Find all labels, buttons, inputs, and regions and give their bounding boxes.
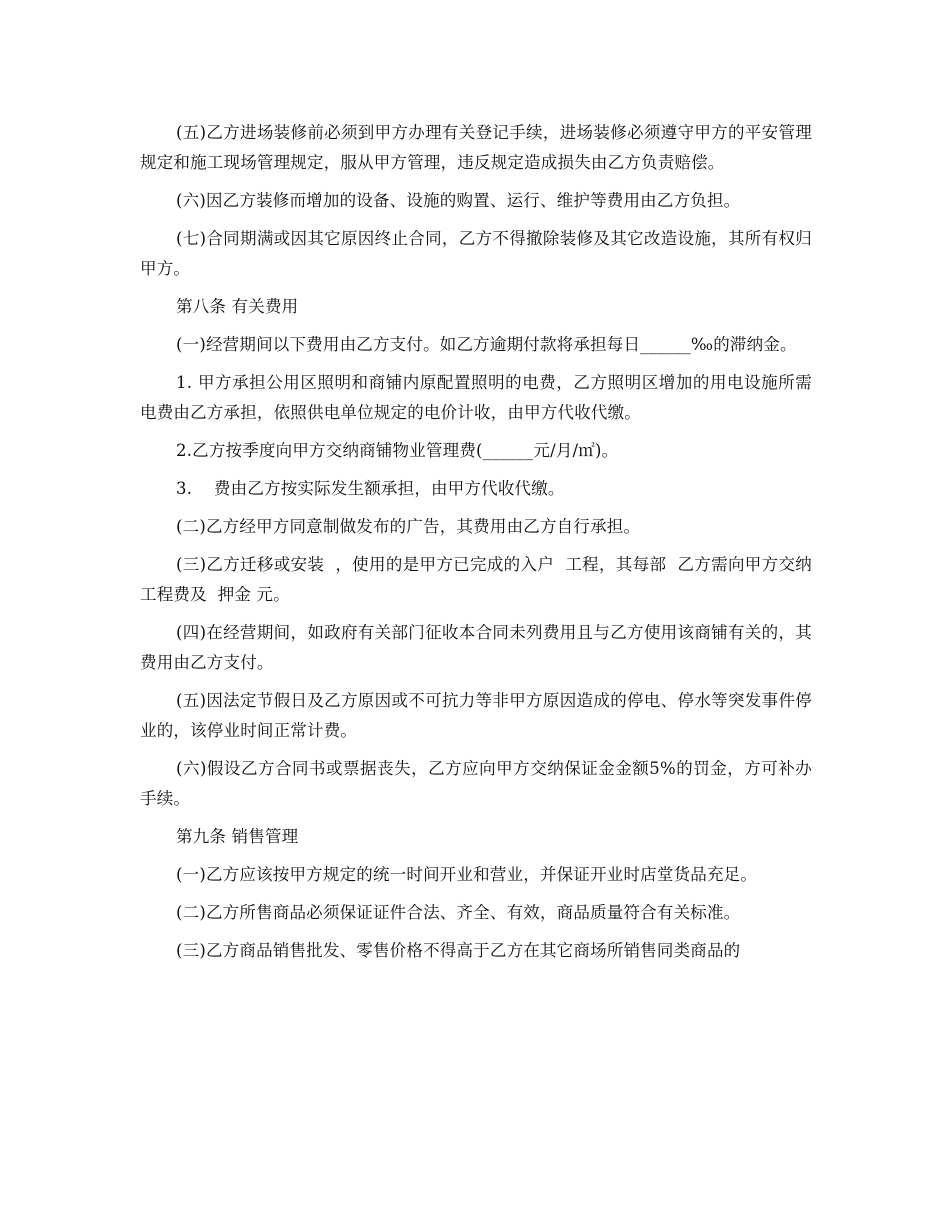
paragraph-fees-government-charges: (四)在经营期间，如政府有关部门征收本合同未列费用且与乙方使用该商铺有关的，其费用由乙方支付。	[140, 623, 812, 672]
paragraph-clause-7-renovation-ownership: (七)合同期满或因其它原因终止合同，乙方不得撤除装修及其它改造设施，其所有权归甲方。	[140, 229, 812, 278]
paragraph-fees-lost-documents: (六)假设乙方合同书或票据丧失，乙方应向甲方交纳保证金金额5%的罚金，方可补办手续。	[140, 759, 812, 808]
document-body	[140, 118, 812, 966]
section-heading-article-8: 第八条 有关费用	[176, 297, 299, 316]
paragraph-fees-item-3: 3. 费由乙方按实际发生额承担，由甲方代收代缴。	[176, 479, 565, 498]
paragraph-sales-pricing: (三)乙方商品销售批发、零售价格不得高于乙方在其它商场所销售同类商品的	[176, 941, 741, 960]
paragraph-fees-installation: (三)乙方迁移或安装 ，使用的是甲方已完成的入户 工程，其每部 乙方需向甲方交纳工程费及 押金 元。	[140, 555, 812, 604]
paragraph-sales-product-quality: (二)乙方所售商品必须保证证件合法、齐全、有效，商品质量符合有关标准。	[176, 903, 741, 922]
paragraph-clause-5-renovation-registration: (五)乙方进场装修前必须到甲方办理有关登记手续，进场装修必须遵守甲方的平安管理规定和施工现场管理规定，服从甲方管理，违反规定造成损失由乙方负责赔偿。	[140, 123, 812, 172]
section-heading-article-9: 第九条 销售管理	[176, 827, 299, 846]
paragraph-clause-6-equipment-costs: (六)因乙方装修而增加的设备、设施的购置、运行、维护等费用由乙方负担。	[176, 191, 741, 210]
paragraph-fees-item-2-property-fee: 2.乙方按季度向甲方交纳商铺物业管理费(______元/月/㎡)。	[176, 441, 619, 460]
paragraph-sales-opening-hours: (一)乙方应该按甲方规定的统一时间开业和营业，并保证开业时店堂货品充足。	[176, 865, 758, 884]
paragraph-fees-late-payment: (一)经营期间以下费用由乙方支付。如乙方逾期付款将承担每日______‰的滞纳金。	[176, 335, 797, 354]
paragraph-fees-item-1-electricity: 1. 甲方承担公用区照明和商铺内原配置照明的电费，乙方照明区增加的用电设施所需电费由乙方承担，依照供电单位规定的电价计收，由甲方代收代缴。	[140, 373, 812, 422]
paragraph-fees-advertising: (二)乙方经甲方同意制做发布的广告，其费用由乙方自行承担。	[176, 517, 641, 536]
paragraph-fees-outage-billing: (五)因法定节假日及乙方原因或不可抗力等非甲方原因造成的停电、停水等突发事件停业的，该停业时间正常计费。	[140, 691, 812, 740]
